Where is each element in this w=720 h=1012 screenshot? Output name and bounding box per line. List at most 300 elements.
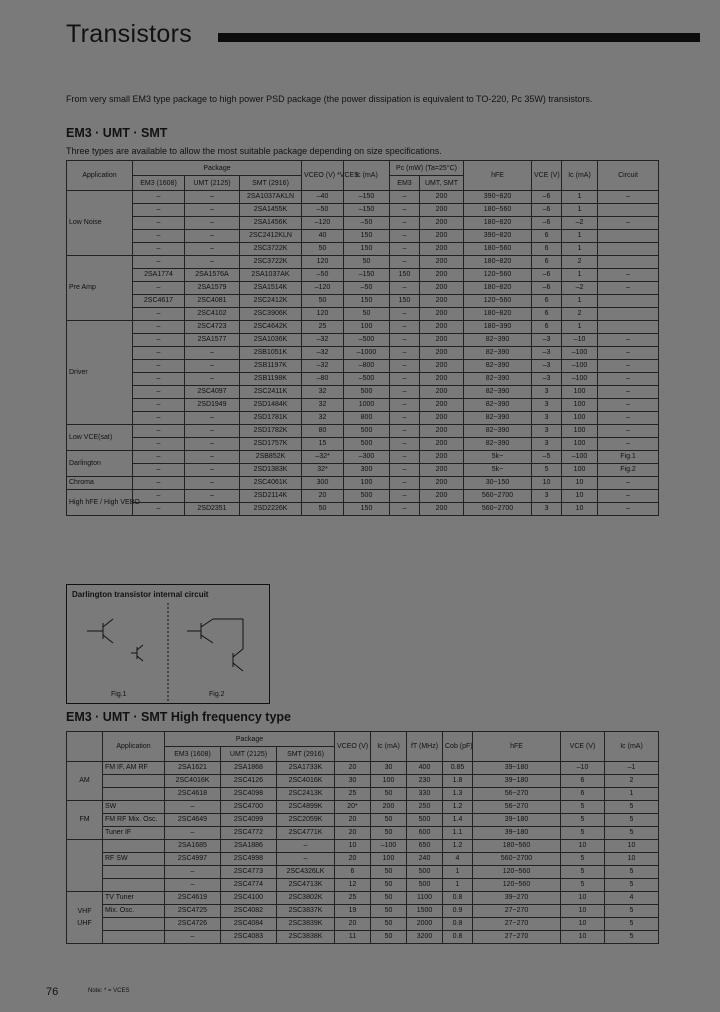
- table-cell: 150: [344, 243, 390, 256]
- intro-text: From very small EM3 type package to high power PSD package (the power dissipation is equivalent to TO-220, Pc 35W) transistors.: [66, 94, 593, 104]
- table-cell: 2SA1037AK: [240, 269, 302, 282]
- table-cell: 82~390: [464, 334, 532, 347]
- table-cell: –300: [344, 451, 390, 464]
- table-row: [67, 438, 659, 451]
- table-cell: 2SC4725: [165, 905, 221, 918]
- table-cell: 2SD1383K: [240, 464, 302, 477]
- table-cell: –120: [302, 282, 344, 295]
- table-cell: –: [598, 347, 659, 360]
- table-cell: 0.85: [443, 762, 473, 775]
- table-cell: 6: [532, 256, 562, 269]
- table-cell: 3: [532, 503, 562, 516]
- table-cell: 120~560: [464, 295, 532, 308]
- table-cell: –1: [605, 762, 659, 775]
- table-cell: –: [185, 425, 240, 438]
- table-cell: –: [598, 412, 659, 425]
- table-cell: 180~820: [464, 217, 532, 230]
- table-cell: –: [390, 230, 420, 243]
- table-cell: –: [598, 282, 659, 295]
- table-cell: –: [133, 243, 185, 256]
- application-cell: Chroma: [67, 477, 133, 490]
- table-cell: –: [390, 451, 420, 464]
- table-cell: 11: [335, 931, 371, 944]
- application-cell: High hFE / High VEBO: [67, 490, 133, 516]
- table-cell: –800: [344, 360, 390, 373]
- table-cell: 2SC4126: [221, 775, 277, 788]
- table-cell: 2SC4619: [165, 892, 221, 905]
- table-cell: –: [133, 191, 185, 204]
- table-cell: 2SB852K: [240, 451, 302, 464]
- table-cell: 2SC4100: [221, 892, 277, 905]
- table-cell: 200: [420, 360, 464, 373]
- application-cell: [103, 775, 165, 788]
- table-cell: –: [390, 360, 420, 373]
- table-cell: 240: [407, 853, 443, 866]
- table-cell: 200: [420, 282, 464, 295]
- table-row: [67, 866, 659, 879]
- table-cell: –: [133, 477, 185, 490]
- table-cell: –3: [532, 347, 562, 360]
- table-cell: –: [133, 464, 185, 477]
- table-cell: 40: [302, 230, 344, 243]
- table-cell: –: [598, 477, 659, 490]
- table-cell: –: [133, 217, 185, 230]
- table-cell: 100: [562, 425, 598, 438]
- table-row: [67, 334, 659, 347]
- table-cell: 20: [335, 762, 371, 775]
- table-cell: –: [390, 490, 420, 503]
- table-cell: 3200: [407, 931, 443, 944]
- table-row: [67, 503, 659, 516]
- table-cell: 1: [562, 230, 598, 243]
- table-cell: 2SC4082: [221, 905, 277, 918]
- table-cell: 5: [605, 918, 659, 931]
- table-row: [67, 425, 659, 438]
- table-cell: –150: [344, 269, 390, 282]
- table-cell: 2SC3722K: [240, 243, 302, 256]
- table-cell: 100: [562, 412, 598, 425]
- table-cell: 150: [344, 503, 390, 516]
- table-cell: 10: [561, 892, 605, 905]
- table-cell: –: [185, 217, 240, 230]
- application-cell: RF SW: [103, 853, 165, 866]
- table-cell: 200: [420, 191, 464, 204]
- hf-col-ic2: Ic (mA): [605, 732, 659, 762]
- table-cell: 100: [371, 775, 407, 788]
- table-cell: 2SC4102: [185, 308, 240, 321]
- table-cell: 2SC4771K: [277, 827, 335, 840]
- table-cell: 2SC3839K: [277, 918, 335, 931]
- table-cell: 50: [371, 918, 407, 931]
- col-ic: Ic (mA): [344, 161, 390, 191]
- table-cell: –: [390, 256, 420, 269]
- band-cell: FM: [67, 801, 103, 840]
- table-cell: –: [390, 243, 420, 256]
- table-cell: 2SC4649: [165, 814, 221, 827]
- table-cell: –: [185, 451, 240, 464]
- table-cell: –10: [561, 762, 605, 775]
- table-cell: 2SC4099: [221, 814, 277, 827]
- table-cell: 2SC4723: [185, 321, 240, 334]
- application-cell: [103, 931, 165, 944]
- table-cell: 20: [335, 814, 371, 827]
- table-row: [67, 204, 659, 217]
- table-cell: 20: [335, 918, 371, 931]
- col-application: Application: [67, 161, 133, 191]
- page-title: Transistors: [66, 20, 193, 48]
- table-cell: 2SD1781K: [240, 412, 302, 425]
- table-cell: –: [133, 321, 185, 334]
- col-circuit: Circuit: [598, 161, 659, 191]
- table-row: [67, 230, 659, 243]
- hf-col-em3: EM3 (1608): [165, 747, 221, 762]
- table-cell: –2: [562, 217, 598, 230]
- table-cell: 2SC4700: [221, 801, 277, 814]
- table-cell: 1.8: [443, 775, 473, 788]
- table-cell: –: [133, 503, 185, 516]
- table-cell: –: [390, 438, 420, 451]
- table-cell: –100: [562, 347, 598, 360]
- table-cell: 20*: [335, 801, 371, 814]
- hf-col-application: Application: [103, 732, 165, 762]
- table-cell: 2SC4081: [185, 295, 240, 308]
- table-cell: 2SC4772: [221, 827, 277, 840]
- table-cell: Fig.1: [598, 451, 659, 464]
- table-cell: –: [390, 373, 420, 386]
- table-cell: 2SC4642K: [240, 321, 302, 334]
- table-cell: –: [185, 373, 240, 386]
- table-cell: –: [185, 490, 240, 503]
- footnote: Note: * = VCES: [88, 988, 130, 994]
- table-cell: –: [390, 204, 420, 217]
- table-cell: 200: [420, 308, 464, 321]
- table-cell: 6: [532, 321, 562, 334]
- table-cell: –: [390, 334, 420, 347]
- table-cell: 5: [605, 931, 659, 944]
- table-cell: 5: [605, 801, 659, 814]
- table-cell: 2: [562, 256, 598, 269]
- table-cell: 5: [605, 827, 659, 840]
- table-cell: 50: [371, 879, 407, 892]
- table-cell: 5k~: [464, 464, 532, 477]
- table-row: [67, 191, 659, 204]
- table-cell: 2SB1197K: [240, 360, 302, 373]
- table-row: [67, 347, 659, 360]
- table-cell: –: [165, 879, 221, 892]
- table-cell: 5: [605, 814, 659, 827]
- table-cell: 1: [562, 269, 598, 282]
- table-cell: –: [598, 503, 659, 516]
- table-row: [67, 217, 659, 230]
- table-cell: 5: [561, 853, 605, 866]
- table-cell: 2SC2411K: [240, 386, 302, 399]
- hf-col-vceo: VCEO (V): [335, 732, 371, 762]
- table-cell: 2SC4998: [221, 853, 277, 866]
- table-row: [67, 840, 659, 853]
- table-cell: 1: [443, 866, 473, 879]
- table-cell: 10: [561, 918, 605, 931]
- table-row: [67, 451, 659, 464]
- table-cell: 20: [335, 827, 371, 840]
- table-cell: –: [133, 204, 185, 217]
- table-cell: –100: [371, 840, 407, 853]
- table-cell: –6: [532, 204, 562, 217]
- table-cell: 560~2700: [464, 490, 532, 503]
- table-cell: 200: [420, 321, 464, 334]
- table-cell: 6: [532, 230, 562, 243]
- table-cell: –3: [532, 360, 562, 373]
- table-cell: 10: [562, 503, 598, 516]
- table-cell: 27~270: [473, 905, 561, 918]
- table-cell: [598, 256, 659, 269]
- table-cell: –150: [344, 191, 390, 204]
- hf-col-smt: SMT (2916): [277, 747, 335, 762]
- table-cell: 2SC4084: [221, 918, 277, 931]
- table-cell: 25: [335, 892, 371, 905]
- table-cell: –: [390, 347, 420, 360]
- table-cell: 200: [420, 269, 464, 282]
- hf-col-hfe: hFE: [473, 732, 561, 762]
- table-row: [67, 827, 659, 840]
- table-cell: 3: [532, 412, 562, 425]
- table-cell: 3: [532, 399, 562, 412]
- table-cell: –100: [562, 451, 598, 464]
- band-cell: [67, 892, 103, 944]
- table-cell: 5: [605, 905, 659, 918]
- table-cell: 330: [407, 788, 443, 801]
- table-cell: 2SD1949: [185, 399, 240, 412]
- table-cell: –120: [302, 217, 344, 230]
- table-cell: 180~820: [464, 282, 532, 295]
- table-cell: 10: [532, 477, 562, 490]
- table-cell: 82~390: [464, 373, 532, 386]
- table-cell: 4: [605, 892, 659, 905]
- diagram-title: Darlington transistor internal circuit: [72, 590, 209, 599]
- table-cell: 2SA1036K: [240, 334, 302, 347]
- table-row: [67, 243, 659, 256]
- table-cell: –: [133, 347, 185, 360]
- table-cell: 10: [605, 853, 659, 866]
- table-cell: 50: [302, 503, 344, 516]
- table-cell: 200: [420, 490, 464, 503]
- table-cell: 120~560: [473, 879, 561, 892]
- table-row: [67, 853, 659, 866]
- table-cell: 5: [605, 866, 659, 879]
- table-cell: –: [133, 490, 185, 503]
- table-cell: –: [133, 334, 185, 347]
- table-cell: 2SD1782K: [240, 425, 302, 438]
- table-row: [67, 905, 659, 918]
- table-cell: –: [598, 360, 659, 373]
- table-cell: 2SC2413K: [277, 788, 335, 801]
- table-cell: –6: [532, 282, 562, 295]
- table-cell: 2SC3837K: [277, 905, 335, 918]
- table-cell: 200: [420, 204, 464, 217]
- table-cell: 100: [562, 438, 598, 451]
- table-cell: 500: [407, 814, 443, 827]
- table-row: [67, 386, 659, 399]
- table-cell: –: [185, 243, 240, 256]
- table-cell: 650: [407, 840, 443, 853]
- table-cell: 2SA1733K: [277, 762, 335, 775]
- table-cell: 10: [561, 840, 605, 853]
- table-cell: 39~270: [473, 892, 561, 905]
- hf-col-ft: fT (MHz): [407, 732, 443, 762]
- section1-heading: EM3 · UMT · SMT: [66, 126, 168, 140]
- table-cell: 390~820: [464, 191, 532, 204]
- table-cell: –: [390, 464, 420, 477]
- table-cell: –: [185, 412, 240, 425]
- table-cell: 2SD2226K: [240, 503, 302, 516]
- table-cell: –: [165, 931, 221, 944]
- application-cell: TV Tuner: [103, 892, 165, 905]
- table-cell: 5: [561, 801, 605, 814]
- table-cell: 39~180: [473, 762, 561, 775]
- table-cell: 3: [532, 438, 562, 451]
- table-cell: 200: [420, 243, 464, 256]
- table-cell: 25: [302, 321, 344, 334]
- table-cell: –: [390, 425, 420, 438]
- table-cell: 6: [561, 788, 605, 801]
- table-row: [67, 775, 659, 788]
- application-cell: [103, 866, 165, 879]
- application-cell: [103, 918, 165, 931]
- table-cell: 100: [344, 477, 390, 490]
- darlington-diagram: [66, 584, 270, 704]
- hf-col-band: [67, 732, 103, 762]
- table-cell: 800: [344, 412, 390, 425]
- table-cell: 50: [371, 827, 407, 840]
- circuit-schematic: [67, 585, 269, 703]
- table-cell: 2SC4618: [165, 788, 221, 801]
- table-cell: 1: [562, 204, 598, 217]
- table-cell: –10: [562, 334, 598, 347]
- table-cell: 0.8: [443, 931, 473, 944]
- table-cell: 2SC4617: [133, 295, 185, 308]
- table-cell: –: [598, 217, 659, 230]
- table-cell: 10: [561, 931, 605, 944]
- table-cell: –: [133, 256, 185, 269]
- table-cell: 82~390: [464, 360, 532, 373]
- table-cell: 150: [390, 295, 420, 308]
- col-umt: UMT (2125): [185, 176, 240, 191]
- table-cell: 300: [302, 477, 344, 490]
- table-cell: 2SA1621: [165, 762, 221, 775]
- table-cell: –2: [562, 282, 598, 295]
- col-vceo: VCEO (V) *VCES: [302, 161, 344, 191]
- table-cell: –50: [344, 282, 390, 295]
- table-cell: –: [165, 801, 221, 814]
- table-cell: –: [185, 347, 240, 360]
- table-cell: 32: [302, 386, 344, 399]
- table-cell: –: [185, 230, 240, 243]
- application-cell: Low Noise: [67, 191, 133, 256]
- col-pc-umtsmt: UMT, SMT: [420, 176, 464, 191]
- table-cell: 2SB1198K: [240, 373, 302, 386]
- table-cell: 2SA1774: [133, 269, 185, 282]
- table-row: [67, 321, 659, 334]
- band-cell: AM: [67, 762, 103, 801]
- table-cell: 1.1: [443, 827, 473, 840]
- table-row: [67, 412, 659, 425]
- table-cell: 10: [562, 490, 598, 503]
- table-cell: –: [390, 412, 420, 425]
- table-cell: 100: [344, 321, 390, 334]
- table-cell: –: [598, 373, 659, 386]
- band-label: VHF: [77, 907, 92, 915]
- table-cell: –1000: [344, 347, 390, 360]
- table-cell: 200: [420, 412, 464, 425]
- table-row: [67, 269, 659, 282]
- table-cell: 1.2: [443, 801, 473, 814]
- table-cell: 2SD1757K: [240, 438, 302, 451]
- table-cell: 180~560: [473, 840, 561, 853]
- hf-col-umt: UMT (2125): [221, 747, 277, 762]
- table-cell: 200: [420, 477, 464, 490]
- table-cell: 10: [561, 905, 605, 918]
- application-cell: Low VCE(sat): [67, 425, 133, 451]
- general-purpose-table: [66, 160, 659, 516]
- table-cell: [598, 308, 659, 321]
- table-cell: 82~390: [464, 386, 532, 399]
- table-cell: –50: [302, 204, 344, 217]
- table-cell: 2SC4713K: [277, 879, 335, 892]
- table-cell: –: [390, 477, 420, 490]
- table-cell: 400: [407, 762, 443, 775]
- table-cell: 2SC3838K: [277, 931, 335, 944]
- application-cell: Tuner IF: [103, 827, 165, 840]
- table-cell: 1.4: [443, 814, 473, 827]
- table-cell: 180~390: [464, 321, 532, 334]
- table-cell: 200: [420, 373, 464, 386]
- table-cell: 2SC4726: [165, 918, 221, 931]
- table-cell: 180~560: [464, 204, 532, 217]
- application-cell: FM IF, AM RF: [103, 762, 165, 775]
- table-cell: 1: [562, 321, 598, 334]
- table-cell: 56~270: [473, 788, 561, 801]
- table-cell: 200: [420, 217, 464, 230]
- table-cell: 180~560: [464, 243, 532, 256]
- table-cell: 6: [532, 243, 562, 256]
- col-ic2: Ic (mA): [562, 161, 598, 191]
- table-cell: 1000: [344, 399, 390, 412]
- table-cell: –: [133, 412, 185, 425]
- table-cell: –: [185, 477, 240, 490]
- table-cell: 200: [420, 256, 464, 269]
- table-cell: –: [277, 840, 335, 853]
- table-cell: 5: [561, 879, 605, 892]
- table-cell: –: [185, 191, 240, 204]
- table-cell: 2SA1455K: [240, 204, 302, 217]
- table-cell: –: [185, 256, 240, 269]
- application-cell: FM RF Mix. Osc.: [103, 814, 165, 827]
- table-cell: 200: [420, 399, 464, 412]
- table-cell: [598, 230, 659, 243]
- table-row: [67, 282, 659, 295]
- table-cell: 2SC4774: [221, 879, 277, 892]
- table-cell: 50: [302, 295, 344, 308]
- band-cell: [67, 840, 103, 892]
- table-cell: 5: [605, 879, 659, 892]
- table-cell: 0.8: [443, 892, 473, 905]
- table-row: [67, 879, 659, 892]
- table-cell: 6: [532, 308, 562, 321]
- table-cell: –32: [302, 334, 344, 347]
- table-cell: 1.2: [443, 840, 473, 853]
- table-row: [67, 892, 659, 905]
- table-cell: 5: [561, 827, 605, 840]
- table-cell: 2SA1579: [185, 282, 240, 295]
